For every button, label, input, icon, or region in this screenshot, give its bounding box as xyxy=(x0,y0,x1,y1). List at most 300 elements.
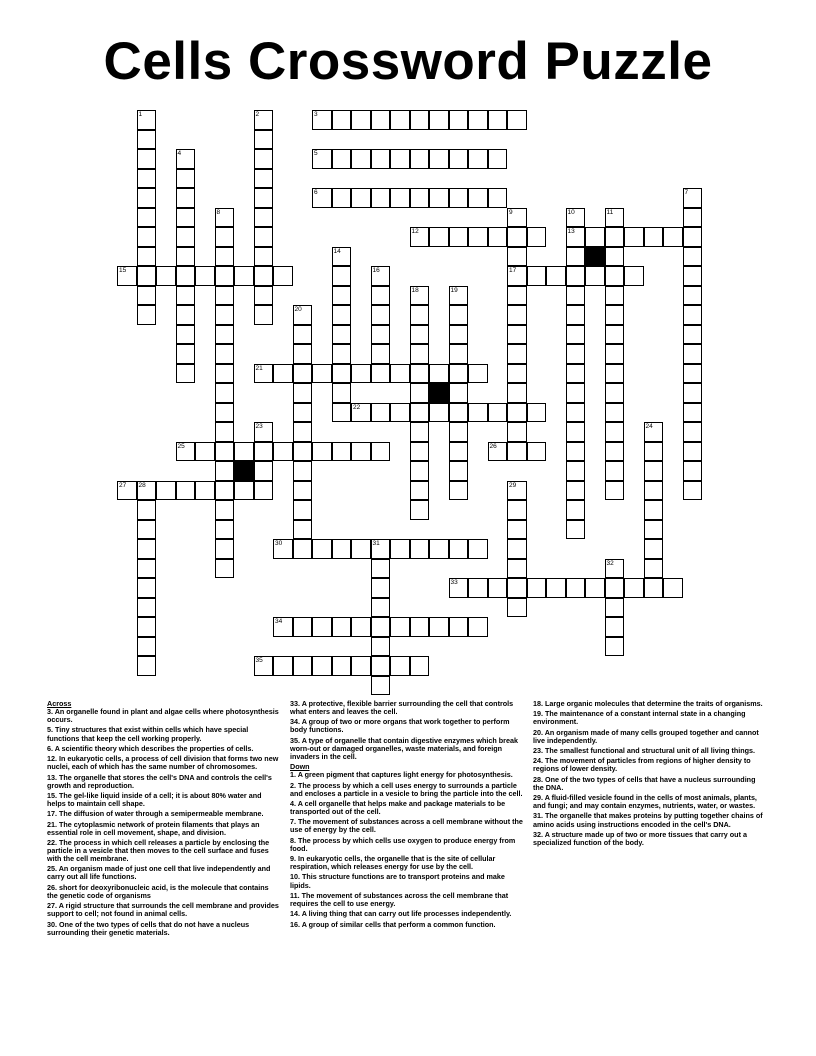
grid-cell[interactable] xyxy=(273,364,293,384)
grid-cell[interactable] xyxy=(176,266,196,286)
grid-cell[interactable] xyxy=(215,344,235,364)
grid-cell[interactable] xyxy=(449,305,469,325)
grid-cell[interactable] xyxy=(507,110,527,130)
grid-cell[interactable] xyxy=(351,110,371,130)
grid-cell[interactable] xyxy=(254,305,274,325)
grid-cell[interactable] xyxy=(312,149,332,169)
grid-cell[interactable] xyxy=(332,344,352,364)
grid-cell[interactable] xyxy=(468,578,488,598)
grid-cell[interactable] xyxy=(605,344,625,364)
grid-cell[interactable] xyxy=(332,539,352,559)
grid-cell[interactable] xyxy=(410,364,430,384)
grid-cell[interactable] xyxy=(312,364,332,384)
grid-cell[interactable] xyxy=(429,617,449,637)
grid-cell[interactable] xyxy=(449,617,469,637)
grid-cell[interactable] xyxy=(371,149,391,169)
grid-cell[interactable] xyxy=(605,559,625,579)
grid-cell[interactable] xyxy=(371,578,391,598)
grid-cell[interactable] xyxy=(468,188,488,208)
grid-cell[interactable] xyxy=(234,442,254,462)
grid-cell[interactable] xyxy=(683,383,703,403)
grid-cell[interactable] xyxy=(429,149,449,169)
grid-cell[interactable] xyxy=(215,227,235,247)
grid-cell[interactable] xyxy=(585,266,605,286)
grid-cell[interactable] xyxy=(410,617,430,637)
grid-cell[interactable] xyxy=(566,500,586,520)
grid-cell[interactable] xyxy=(507,539,527,559)
grid-cell[interactable] xyxy=(566,344,586,364)
grid-cell[interactable] xyxy=(176,149,196,169)
grid-cell[interactable] xyxy=(254,266,274,286)
grid-cell[interactable] xyxy=(176,481,196,501)
grid-cell[interactable] xyxy=(507,364,527,384)
grid-cell[interactable] xyxy=(371,539,391,559)
grid-cell[interactable] xyxy=(215,403,235,423)
grid-cell[interactable] xyxy=(644,422,664,442)
grid-cell[interactable] xyxy=(410,286,430,306)
grid-cell[interactable] xyxy=(605,461,625,481)
grid-cell[interactable] xyxy=(390,656,410,676)
grid-cell[interactable] xyxy=(683,188,703,208)
grid-cell[interactable] xyxy=(566,266,586,286)
grid-cell[interactable] xyxy=(293,364,313,384)
grid-cell[interactable] xyxy=(527,227,547,247)
grid-cell[interactable] xyxy=(449,110,469,130)
grid-cell[interactable] xyxy=(371,656,391,676)
grid-cell[interactable] xyxy=(683,208,703,228)
grid-cell[interactable] xyxy=(254,461,274,481)
grid-cell[interactable] xyxy=(410,188,430,208)
grid-cell[interactable] xyxy=(332,383,352,403)
grid-cell[interactable] xyxy=(293,305,313,325)
grid-cell[interactable] xyxy=(351,188,371,208)
grid-cell[interactable] xyxy=(254,442,274,462)
grid-cell[interactable] xyxy=(137,208,157,228)
grid-cell[interactable] xyxy=(605,227,625,247)
grid-cell[interactable] xyxy=(390,403,410,423)
grid-cell[interactable] xyxy=(371,403,391,423)
grid-cell[interactable] xyxy=(429,364,449,384)
grid-cell[interactable] xyxy=(605,598,625,618)
grid-cell[interactable] xyxy=(488,188,508,208)
grid-cell[interactable] xyxy=(566,208,586,228)
grid-cell[interactable] xyxy=(137,188,157,208)
grid-cell[interactable] xyxy=(410,461,430,481)
grid-cell[interactable] xyxy=(566,325,586,345)
grid-cell[interactable] xyxy=(371,325,391,345)
grid-cell[interactable] xyxy=(468,149,488,169)
grid-cell[interactable] xyxy=(449,481,469,501)
grid-cell[interactable] xyxy=(215,559,235,579)
grid-cell[interactable] xyxy=(215,383,235,403)
grid-cell[interactable] xyxy=(371,305,391,325)
grid-cell[interactable] xyxy=(137,305,157,325)
grid-cell[interactable] xyxy=(566,442,586,462)
grid-cell[interactable] xyxy=(332,286,352,306)
grid-cell[interactable] xyxy=(137,500,157,520)
grid-cell[interactable] xyxy=(410,656,430,676)
grid-cell[interactable] xyxy=(254,169,274,189)
grid-cell[interactable] xyxy=(566,578,586,598)
grid-cell[interactable] xyxy=(176,325,196,345)
grid-cell[interactable] xyxy=(410,149,430,169)
grid-cell[interactable] xyxy=(429,539,449,559)
grid-cell[interactable] xyxy=(566,403,586,423)
grid-cell[interactable] xyxy=(254,364,274,384)
grid-cell[interactable] xyxy=(644,500,664,520)
grid-cell[interactable] xyxy=(195,442,215,462)
grid-cell[interactable] xyxy=(410,227,430,247)
grid-cell[interactable] xyxy=(137,637,157,657)
grid-cell[interactable] xyxy=(449,325,469,345)
grid-cell[interactable] xyxy=(429,188,449,208)
grid-cell[interactable] xyxy=(644,520,664,540)
grid-cell[interactable] xyxy=(312,110,332,130)
grid-cell[interactable] xyxy=(371,598,391,618)
grid-cell[interactable] xyxy=(683,247,703,267)
grid-cell[interactable] xyxy=(390,364,410,384)
grid-cell[interactable] xyxy=(410,110,430,130)
grid-cell[interactable] xyxy=(390,188,410,208)
grid-cell[interactable] xyxy=(312,188,332,208)
grid-cell[interactable] xyxy=(137,520,157,540)
grid-cell[interactable] xyxy=(293,344,313,364)
grid-cell[interactable] xyxy=(176,442,196,462)
grid-cell[interactable] xyxy=(390,539,410,559)
grid-cell[interactable] xyxy=(351,539,371,559)
grid-cell[interactable] xyxy=(449,286,469,306)
grid-cell[interactable] xyxy=(468,539,488,559)
grid-cell[interactable] xyxy=(137,169,157,189)
grid-cell[interactable] xyxy=(507,403,527,423)
grid-cell[interactable] xyxy=(566,422,586,442)
grid-cell[interactable] xyxy=(410,539,430,559)
grid-cell[interactable] xyxy=(683,461,703,481)
grid-cell[interactable] xyxy=(137,130,157,150)
grid-cell[interactable] xyxy=(644,481,664,501)
grid-cell[interactable] xyxy=(312,539,332,559)
grid-cell[interactable] xyxy=(351,149,371,169)
grid-cell[interactable] xyxy=(449,383,469,403)
grid-cell[interactable] xyxy=(566,383,586,403)
grid-cell[interactable] xyxy=(351,442,371,462)
grid-cell[interactable] xyxy=(566,305,586,325)
grid-cell[interactable] xyxy=(176,208,196,228)
grid-cell[interactable] xyxy=(605,208,625,228)
grid-cell[interactable] xyxy=(683,325,703,345)
grid-cell[interactable] xyxy=(351,656,371,676)
grid-cell[interactable] xyxy=(527,442,547,462)
grid-cell[interactable] xyxy=(683,442,703,462)
grid-cell[interactable] xyxy=(254,188,274,208)
grid-cell[interactable] xyxy=(176,344,196,364)
grid-cell[interactable] xyxy=(293,539,313,559)
grid-cell[interactable] xyxy=(332,617,352,637)
grid-cell[interactable] xyxy=(332,149,352,169)
grid-cell[interactable] xyxy=(293,481,313,501)
grid-cell[interactable] xyxy=(351,403,371,423)
grid-cell[interactable] xyxy=(156,266,176,286)
grid-cell[interactable] xyxy=(410,383,430,403)
grid-cell[interactable] xyxy=(624,227,644,247)
grid-cell[interactable] xyxy=(332,266,352,286)
grid-cell[interactable] xyxy=(137,598,157,618)
grid-cell[interactable] xyxy=(215,325,235,345)
grid-cell[interactable] xyxy=(293,325,313,345)
grid-cell[interactable] xyxy=(176,169,196,189)
grid-cell[interactable] xyxy=(644,442,664,462)
grid-cell[interactable] xyxy=(312,442,332,462)
grid-cell[interactable] xyxy=(332,403,352,423)
grid-cell[interactable] xyxy=(293,461,313,481)
grid-cell[interactable] xyxy=(644,559,664,579)
grid-cell[interactable] xyxy=(624,266,644,286)
grid-cell[interactable] xyxy=(332,305,352,325)
grid-cell[interactable] xyxy=(293,383,313,403)
grid-cell[interactable] xyxy=(507,520,527,540)
grid-cell[interactable] xyxy=(332,442,352,462)
grid-cell[interactable] xyxy=(176,227,196,247)
grid-cell[interactable] xyxy=(254,656,274,676)
grid-cell[interactable] xyxy=(605,422,625,442)
grid-cell[interactable] xyxy=(585,578,605,598)
grid-cell[interactable] xyxy=(137,149,157,169)
grid-cell[interactable] xyxy=(215,481,235,501)
grid-cell[interactable] xyxy=(293,442,313,462)
grid-cell[interactable] xyxy=(429,227,449,247)
grid-cell[interactable] xyxy=(507,383,527,403)
grid-cell[interactable] xyxy=(605,578,625,598)
grid-cell[interactable] xyxy=(234,266,254,286)
grid-cell[interactable] xyxy=(312,617,332,637)
grid-cell[interactable] xyxy=(488,442,508,462)
grid-cell[interactable] xyxy=(429,403,449,423)
grid-cell[interactable] xyxy=(254,227,274,247)
grid-cell[interactable] xyxy=(585,227,605,247)
grid-cell[interactable] xyxy=(605,266,625,286)
grid-cell[interactable] xyxy=(507,500,527,520)
grid-cell[interactable] xyxy=(507,227,527,247)
grid-cell[interactable] xyxy=(644,461,664,481)
grid-cell[interactable] xyxy=(215,539,235,559)
grid-cell[interactable] xyxy=(468,617,488,637)
grid-cell[interactable] xyxy=(390,617,410,637)
grid-cell[interactable] xyxy=(410,325,430,345)
grid-cell[interactable] xyxy=(215,364,235,384)
grid-cell[interactable] xyxy=(605,325,625,345)
grid-cell[interactable] xyxy=(293,520,313,540)
grid-cell[interactable] xyxy=(137,617,157,637)
grid-cell[interactable] xyxy=(137,286,157,306)
grid-cell[interactable] xyxy=(176,188,196,208)
grid-cell[interactable] xyxy=(488,403,508,423)
grid-cell[interactable] xyxy=(410,344,430,364)
grid-cell[interactable] xyxy=(683,403,703,423)
grid-cell[interactable] xyxy=(215,247,235,267)
grid-cell[interactable] xyxy=(273,617,293,637)
grid-cell[interactable] xyxy=(410,305,430,325)
grid-cell[interactable] xyxy=(371,442,391,462)
grid-cell[interactable] xyxy=(566,461,586,481)
grid-cell[interactable] xyxy=(468,227,488,247)
grid-cell[interactable] xyxy=(605,637,625,657)
grid-cell[interactable] xyxy=(410,442,430,462)
grid-cell[interactable] xyxy=(605,481,625,501)
grid-cell[interactable] xyxy=(293,422,313,442)
grid-cell[interactable] xyxy=(644,539,664,559)
grid-cell[interactable] xyxy=(254,208,274,228)
grid-cell[interactable] xyxy=(507,286,527,306)
grid-cell[interactable] xyxy=(273,266,293,286)
grid-cell[interactable] xyxy=(371,286,391,306)
grid-cell[interactable] xyxy=(410,481,430,501)
grid-cell[interactable] xyxy=(273,539,293,559)
grid-cell[interactable] xyxy=(527,578,547,598)
grid-cell[interactable] xyxy=(137,247,157,267)
grid-cell[interactable] xyxy=(254,130,274,150)
grid-cell[interactable] xyxy=(332,364,352,384)
grid-cell[interactable] xyxy=(371,617,391,637)
grid-cell[interactable] xyxy=(156,481,176,501)
grid-cell[interactable] xyxy=(566,481,586,501)
grid-cell[interactable] xyxy=(566,520,586,540)
grid-cell[interactable] xyxy=(507,305,527,325)
grid-cell[interactable] xyxy=(546,266,566,286)
grid-cell[interactable] xyxy=(390,110,410,130)
grid-cell[interactable] xyxy=(273,442,293,462)
grid-cell[interactable] xyxy=(215,422,235,442)
grid-cell[interactable] xyxy=(507,266,527,286)
grid-cell[interactable] xyxy=(293,617,313,637)
grid-cell[interactable] xyxy=(254,286,274,306)
grid-cell[interactable] xyxy=(176,305,196,325)
grid-cell[interactable] xyxy=(371,266,391,286)
grid-cell[interactable] xyxy=(215,520,235,540)
grid-cell[interactable] xyxy=(215,500,235,520)
grid-cell[interactable] xyxy=(117,266,137,286)
grid-cell[interactable] xyxy=(273,656,293,676)
grid-cell[interactable] xyxy=(605,403,625,423)
grid-cell[interactable] xyxy=(683,286,703,306)
grid-cell[interactable] xyxy=(215,266,235,286)
grid-cell[interactable] xyxy=(507,247,527,267)
grid-cell[interactable] xyxy=(683,481,703,501)
grid-cell[interactable] xyxy=(293,500,313,520)
grid-cell[interactable] xyxy=(605,305,625,325)
grid-cell[interactable] xyxy=(683,227,703,247)
grid-cell[interactable] xyxy=(605,286,625,306)
grid-cell[interactable] xyxy=(254,422,274,442)
grid-cell[interactable] xyxy=(566,247,586,267)
grid-cell[interactable] xyxy=(683,364,703,384)
grid-cell[interactable] xyxy=(351,364,371,384)
grid-cell[interactable] xyxy=(137,539,157,559)
grid-cell[interactable] xyxy=(468,403,488,423)
grid-cell[interactable] xyxy=(371,676,391,696)
grid-cell[interactable] xyxy=(507,422,527,442)
grid-cell[interactable] xyxy=(449,344,469,364)
grid-cell[interactable] xyxy=(137,266,157,286)
grid-cell[interactable] xyxy=(507,442,527,462)
grid-cell[interactable] xyxy=(371,188,391,208)
grid-cell[interactable] xyxy=(683,266,703,286)
grid-cell[interactable] xyxy=(507,344,527,364)
grid-cell[interactable] xyxy=(488,149,508,169)
grid-cell[interactable] xyxy=(624,578,644,598)
grid-cell[interactable] xyxy=(683,344,703,364)
grid-cell[interactable] xyxy=(410,422,430,442)
grid-cell[interactable] xyxy=(371,344,391,364)
grid-cell[interactable] xyxy=(332,110,352,130)
grid-cell[interactable] xyxy=(351,617,371,637)
grid-cell[interactable] xyxy=(254,481,274,501)
grid-cell[interactable] xyxy=(449,578,469,598)
grid-cell[interactable] xyxy=(488,227,508,247)
grid-cell[interactable] xyxy=(176,364,196,384)
grid-cell[interactable] xyxy=(605,442,625,462)
grid-cell[interactable] xyxy=(605,617,625,637)
grid-cell[interactable] xyxy=(449,364,469,384)
grid-cell[interactable] xyxy=(254,110,274,130)
grid-cell[interactable] xyxy=(449,188,469,208)
grid-cell[interactable] xyxy=(410,403,430,423)
grid-cell[interactable] xyxy=(117,481,137,501)
grid-cell[interactable] xyxy=(371,110,391,130)
grid-cell[interactable] xyxy=(137,656,157,676)
grid-cell[interactable] xyxy=(488,578,508,598)
grid-cell[interactable] xyxy=(215,442,235,462)
grid-cell[interactable] xyxy=(644,227,664,247)
grid-cell[interactable] xyxy=(371,559,391,579)
grid-cell[interactable] xyxy=(449,227,469,247)
grid-cell[interactable] xyxy=(215,286,235,306)
grid-cell[interactable] xyxy=(195,266,215,286)
grid-cell[interactable] xyxy=(683,305,703,325)
grid-cell[interactable] xyxy=(215,461,235,481)
grid-cell[interactable] xyxy=(293,656,313,676)
grid-cell[interactable] xyxy=(566,286,586,306)
grid-cell[interactable] xyxy=(546,578,566,598)
grid-cell[interactable] xyxy=(566,227,586,247)
grid-cell[interactable] xyxy=(488,110,508,130)
grid-cell[interactable] xyxy=(176,247,196,267)
grid-cell[interactable] xyxy=(449,442,469,462)
grid-cell[interactable] xyxy=(234,481,254,501)
grid-cell[interactable] xyxy=(449,461,469,481)
grid-cell[interactable] xyxy=(449,422,469,442)
grid-cell[interactable] xyxy=(468,110,488,130)
grid-cell[interactable] xyxy=(195,481,215,501)
grid-cell[interactable] xyxy=(390,149,410,169)
grid-cell[interactable] xyxy=(429,110,449,130)
grid-cell[interactable] xyxy=(507,578,527,598)
grid-cell[interactable] xyxy=(449,403,469,423)
grid-cell[interactable] xyxy=(137,227,157,247)
grid-cell[interactable] xyxy=(605,247,625,267)
grid-cell[interactable] xyxy=(410,500,430,520)
grid-cell[interactable] xyxy=(527,266,547,286)
grid-cell[interactable] xyxy=(449,149,469,169)
grid-cell[interactable] xyxy=(332,188,352,208)
grid-cell[interactable] xyxy=(605,383,625,403)
grid-cell[interactable] xyxy=(507,598,527,618)
grid-cell[interactable] xyxy=(215,305,235,325)
grid-cell[interactable] xyxy=(215,208,235,228)
grid-cell[interactable] xyxy=(293,403,313,423)
grid-cell[interactable] xyxy=(137,559,157,579)
grid-cell[interactable] xyxy=(527,403,547,423)
grid-cell[interactable] xyxy=(507,481,527,501)
